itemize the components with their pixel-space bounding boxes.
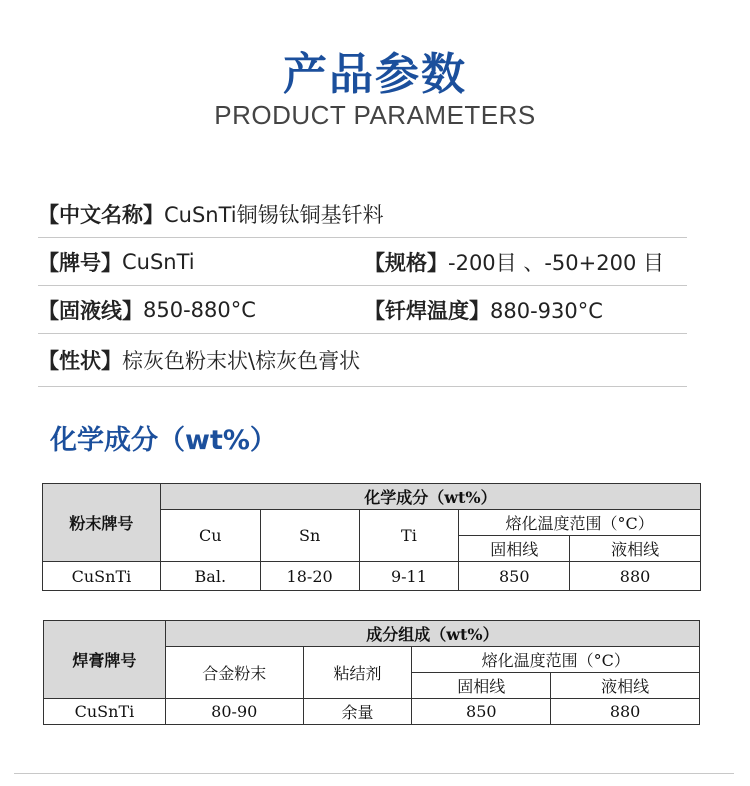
col-header-ti: Ti (359, 510, 459, 562)
param-row-grade-spec (38, 238, 687, 286)
param-key-brazing-temp: 【钎焊温度】 (364, 298, 490, 323)
powder-grade-header: 粉末牌号 (43, 484, 161, 562)
param-value-solidus-liquidus: 850-880°C (143, 297, 256, 322)
col-header-alloy-powder: 合金粉末 (165, 647, 303, 699)
param-key-spec: 【规格】 (364, 250, 448, 275)
paste-row-alloy: 80-90 (165, 699, 303, 725)
page-subtitle: PRODUCT PARAMETERS (214, 100, 536, 130)
powder-composition-table (42, 483, 701, 591)
param-value-brazing-temp: 880-930°C (490, 298, 603, 323)
table-row (43, 562, 701, 591)
powder-group-header: 化学成分（wt%） (160, 484, 700, 510)
param-key-name: 【中文名称】 (38, 202, 164, 227)
powder-solidus-header: 固相线 (459, 536, 570, 562)
paste-liquidus-header: 液相线 (551, 673, 700, 699)
product-params (38, 190, 687, 387)
paste-row-binder: 余量 (303, 699, 412, 725)
col-header-cu: Cu (160, 510, 260, 562)
page-title: 产品参数 (283, 49, 467, 100)
powder-liquidus-header: 液相线 (570, 536, 701, 562)
powder-row-grade: CuSnTi (43, 562, 161, 591)
paste-composition-table (43, 620, 700, 725)
param-cell-spec (364, 247, 664, 277)
param-row-temps (38, 286, 687, 334)
paste-row-liquidus: 880 (551, 699, 700, 725)
paste-grade-header: 焊膏牌号 (44, 621, 166, 699)
param-value-spec: -200目 、-50+200 目 (448, 250, 664, 275)
param-row-name (38, 190, 687, 238)
paste-melt-header: 熔化温度范围（°C） (412, 647, 700, 673)
paste-group-header: 成分组成（wt%） (165, 621, 699, 647)
param-value-grade: CuSnTi (122, 249, 195, 274)
section-title: 化学成分（wt%） (50, 425, 277, 456)
col-header-sn: Sn (260, 510, 359, 562)
powder-row-cu: Bal. (160, 562, 260, 591)
paste-solidus-header: 固相线 (412, 673, 551, 699)
bottom-divider (14, 773, 734, 774)
param-value-form: 棕灰色粉末状\棕灰色膏状 (122, 349, 361, 373)
powder-row-sn: 18-20 (260, 562, 359, 591)
table-row (44, 699, 700, 725)
paste-row-grade: CuSnTi (44, 699, 166, 725)
col-header-binder: 粘结剂 (303, 647, 412, 699)
powder-melt-header: 熔化温度范围（°C） (459, 510, 701, 536)
param-key-grade: 【牌号】 (38, 250, 122, 275)
powder-row-ti: 9-11 (359, 562, 459, 591)
param-key-form: 【性状】 (38, 349, 122, 373)
paste-row-solidus: 850 (412, 699, 551, 725)
param-value-name: CuSnTi铜锡钛铜基钎料 (164, 202, 384, 227)
param-key-solidus-liquidus: 【固液线】 (38, 298, 143, 323)
param-row-form (38, 334, 687, 387)
param-cell-brazing-temp (364, 295, 603, 325)
powder-row-solidus: 850 (459, 562, 570, 591)
powder-row-liquidus: 880 (570, 562, 701, 591)
